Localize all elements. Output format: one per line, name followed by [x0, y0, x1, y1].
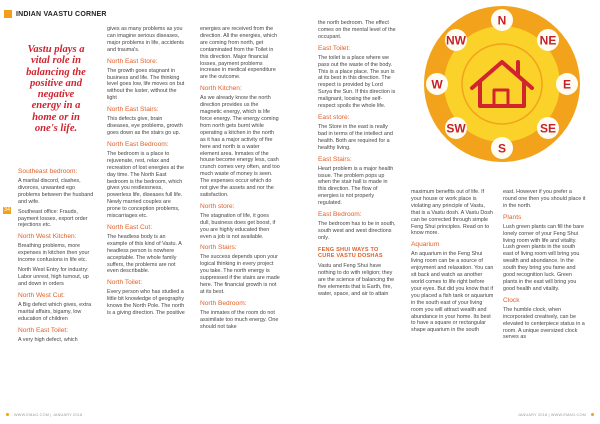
section-title: INDIAN VAASTU CORNER	[16, 11, 107, 18]
para-aquarium: An aquarium in the Feng Shui living room can be a source of enjoyment and relaxation. You can sit back and watch as another world comes to life right before your eyes. But did you know that if you placed a fish tank or aquarium in the south east of your living room you will attract wealth and abundance in your home. Its best to have a square or rectangular shape aquarium in the south	[411, 251, 494, 334]
text-column-4	[318, 20, 396, 300]
heading-east-bedroom: East Bedroom:	[318, 211, 362, 219]
para-north-east-cut: The headless body is an example of this kind of Vastu. A headless person is nowhere acceptable. The whole family suffers, the problems are not even describable.	[107, 233, 182, 275]
para-clock: The humble clock, when incorporated creatively, can be elevated to centerpiece status in a room. A unique oversized clock serves as	[503, 306, 585, 341]
header-accent-bar	[4, 10, 12, 18]
direction-badge-nw	[445, 29, 467, 51]
direction-label-sw: SW	[446, 121, 466, 136]
heading-north-east-stairs: North East Stairs:	[107, 106, 159, 114]
direction-label-w: W	[431, 77, 443, 92]
heading-north-east-cut: North East Cut:	[107, 223, 153, 231]
direction-badge-se	[537, 117, 559, 139]
heading-north-stairs: North Stairs:	[200, 244, 237, 252]
heading-north-toilet: North Toilet:	[107, 279, 143, 287]
direction-label-e: E	[562, 77, 572, 92]
direction-badge-sw	[445, 117, 467, 139]
para-col6-intro: east. However if you prefer a round one then you should place it in the north.	[503, 189, 586, 209]
page-number: 34	[4, 207, 11, 213]
heading-north-bedroom: North Bedroom:	[200, 299, 247, 307]
heading-east-store: East store:	[318, 113, 350, 121]
para-north-stairs: The success depends upon your logical thinking in every project you take. The north energy is suppressed if the stairs are made here. The financial growth is not at its best.	[200, 254, 280, 295]
heading-north-west-kitchen: North West Kitchen:	[18, 233, 77, 241]
para-feng-shui: Vastu and Feng Shui have nothing to do with religion; they are the science of balancing the five elements that is Earth, fire, water, space, and air to attain	[318, 262, 395, 297]
text-column-6	[503, 189, 586, 344]
text-column-2	[107, 26, 186, 320]
para-southeast-office: Southeast office: Frauds, payment losses, export order rejections etc.	[18, 208, 88, 229]
direction-label-se: SE	[539, 121, 557, 136]
para-north-bedroom: The inmates of the room do not assimilate too much energy. One should not take	[200, 309, 279, 330]
para-southeast-bedroom: A marital discord, clashes, divorces, unwanted ego problems between the husband and wife.	[18, 178, 94, 205]
direction-badge-w	[426, 73, 448, 95]
heading-southeast-bedroom: Southeast bedroom:	[18, 168, 78, 175]
heading-clock: Clock	[503, 296, 520, 304]
para-north-west-cut: A Big defect which gives, extra marital affairs, bigamy, low education of children	[18, 301, 92, 322]
para-east-stairs: Heart problem is a major health issue. The problem pops up when the stair hall is made in this direction. The flow of energies is not properly regulated.	[318, 165, 394, 207]
text-column-1	[18, 164, 98, 346]
pull-quote: Vastu plays a vital role in balancing the positive and negative energy in a home or in one's life.	[26, 44, 86, 135]
para-north-kitchen: As we already know the north direction provides us the magnetic energy, which is life force energy. The energy coming from north gets burnt while operating a kitchen in the north as it has a major activity of fire here and north is a water element area. Inmates of the house become energy less, cash crunch comes very often, and too much waste of money is seen. The expenses occur which do not give the assets and nor the satisfaction.	[200, 95, 280, 198]
vaastu-direction-diagram	[404, 0, 600, 184]
para-east-store: The Store in the east is really bad in terms of the intellect and health. Both are required for a healthy living.	[318, 123, 393, 151]
heading-aquarium: Aquarium	[411, 241, 440, 249]
direction-badge-n	[491, 9, 513, 31]
footer-dot-left	[6, 413, 9, 416]
heading-north-east-store: North East Store:	[107, 57, 158, 65]
heading-plants: Plants	[503, 213, 522, 221]
text-column-5	[411, 189, 494, 337]
para-north-store: The stagnation of life, it goes dull, business does get boost, if you are highly educated then even a job is not available.	[200, 212, 276, 240]
para-east-toilet: The toilet is a place where we pass out the waste of the body. This is a place place. The sun is at its best in this direction. The respect is provided by Lord Surya the Sun. If this direction is malignant, loosing the self-respect spoils the whole life.	[318, 54, 396, 110]
para-col2-intro: gives as many problems as you can imagine serious diseases, major problems in life, accidents and trauma's.	[107, 26, 184, 53]
direction-badge-ne	[537, 29, 559, 51]
heading-north-east-toilet: North East Toilet:	[18, 326, 69, 334]
direction-label-s: S	[497, 141, 507, 156]
footer-right: JANUARY 2018 | WWW.EMAG.COM	[517, 413, 586, 417]
text-column-3	[200, 26, 280, 334]
heading-north-store: North store:	[200, 202, 235, 210]
para-north-toilet: Every person who has studied a little bit knowledge of geography knows the North Pole. The north is a giving direction. The positive	[107, 289, 185, 317]
direction-label-n: N	[497, 13, 507, 28]
heading-north-east-bedroom: North East Bedroom:	[107, 140, 169, 148]
para-north-west-kitchen: Breathing problems, more expenses in kitchen then your income confusions in life etc.	[18, 243, 90, 264]
heading-north-west-cut: North West Cut:	[18, 291, 65, 299]
para-col4-intro: the north bedroom. The effect comes on the mental level of the occupant.	[318, 20, 396, 40]
footer-dot-right	[591, 413, 594, 416]
para-north-east-toilet: A very high defect, which	[18, 336, 78, 343]
heading-east-stairs: East Stairs:	[318, 155, 352, 163]
para-plants: Lush green plants can fill the bare lonely corner of your Feng Shui living room with life and vitality. Lush green plants in the south east of living room will bring you wealth and abundance. In the south they bring you fame and good recognition luck. Green plants in the east will bring you good health and vitality.	[503, 223, 584, 292]
direction-badge-s	[491, 137, 513, 159]
para-north-east-store: The growth goes stagnant in business and life. The thinking level goes low, life moves on but without the luster, without the light	[107, 67, 185, 102]
para-north-east-stairs: This defects give, brain diseases, eye problems, growth goes down as the stairs go up.	[107, 116, 183, 136]
para-east-bedroom: The bedroom has to be in south, south west and west directions only.	[318, 221, 396, 241]
heading-north-kitchen: North Kitchen:	[200, 85, 242, 93]
direction-label-nw: NW	[446, 33, 466, 48]
heading-feng-shui: FENG SHUI WAYS TO CURE VASTU DOSHAS	[318, 246, 383, 260]
para-col5-intro: maximum benefits out of life. If your house or work place is violating any principle of Vastu, that is a Vastu dosh. A Vastu Dosh can be corrected through simple Feng Shui principles. Read on to know more.	[411, 189, 493, 237]
direction-label-ne: NE	[539, 33, 557, 48]
heading-east-toilet: East Toilet:	[318, 44, 351, 52]
para-north-east-bedroom: The bedroom is a place to rejuvenate, rest, relax and recreation of lost energies at the day time. The North East bedroom is the bedroom, which gives you restlessness, powerless life, diseases full life. Newly married couples are prone to conception problems, miscarriages etc.	[107, 150, 185, 220]
para-north-west-entry: North West Entry for industry: Labor unrest, high turnout, up and down in orders	[18, 267, 89, 287]
direction-badge-e	[556, 73, 578, 95]
footer-left: WWW.EMAG.COM | JANUARY 2018	[14, 413, 83, 417]
para-col3-intro: energies are received from the direction. All the energies, which are coming from north, get contaminated from the Toilet in this direction. Major financial losses, payment problems increase in medical expenditure are the outcome.	[200, 26, 278, 81]
